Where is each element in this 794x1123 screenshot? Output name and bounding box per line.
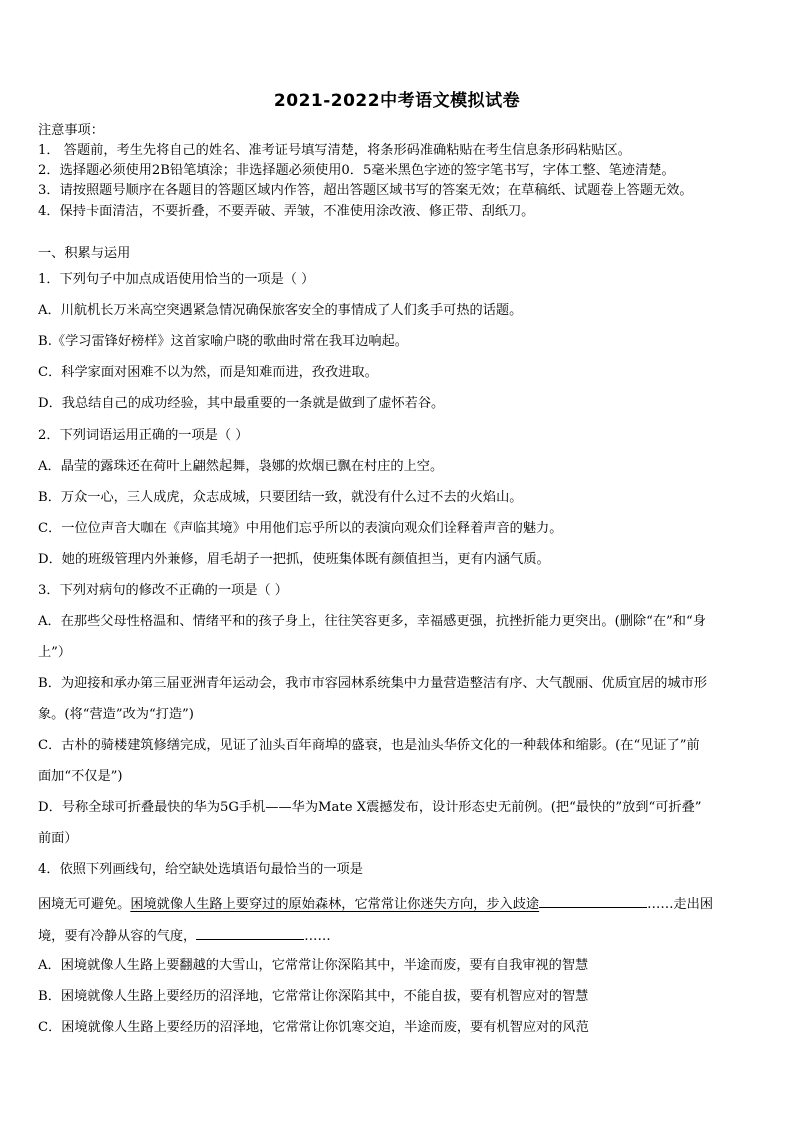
notice-item-2: 2．选择题必须使用2B铅笔填涂；非选择题必须使用0．5毫米黑色字迹的签字笔书写，字体工整、笔迹清楚。	[38, 163, 675, 178]
q4-option-c: C．困境就像人生路上要经历的沼泽地，它常常让你饥寒交迫，半途而废，要有机智应对的风范	[38, 1020, 589, 1035]
q4-blank-1	[539, 893, 647, 908]
q4-passage-line1	[38, 893, 760, 915]
q3-option-d-line2: 前面）	[38, 831, 78, 846]
notice-item-4: 4．保持卡面清洁，不要折叠，不要弄破、弄皱，不准使用涂改液、修正带、刮纸刀。	[38, 204, 535, 219]
q4-passage-line2-end: ……	[304, 929, 331, 944]
q1-stem: 1．下列句子中加点成语使用恰当的一项是（ ）	[38, 272, 315, 287]
q3-stem: 3．下列对病句的修改不正确的一项是（ ）	[38, 583, 288, 598]
q4-stem: 4．依照下列画线句，给空缺处选填语句最恰当的一项是	[38, 862, 363, 877]
q4-passage-line1-end: ……走出困	[647, 897, 714, 912]
notice-item-1: 1． 答题前，考生先将自己的姓名、准考证号填写清楚，将条形码准确粘贴在考生信息条形码粘贴区。	[38, 143, 631, 158]
q1-option-c: C．科学家面对困难不以为然，而是知难而进，孜孜进取。	[38, 365, 378, 380]
q3-option-a-line2: 上”）	[38, 645, 72, 660]
q2-option-c: C．一位位声音大咖在《声临其境》中用他们忘乎所以的表演向观众们诠释着声音的魅力。	[38, 521, 563, 536]
q3-option-a-line1: A．在那些父母性格温和、情绪平和的孩子身上，往往笑容更多，幸福感更强，抗挫折能力更突出。(删除“在”和“身	[38, 614, 706, 629]
q2-option-d: D．她的班级管理内外兼修，眉毛胡子一把抓，使班集体既有颜值担当，更有内涵气质。	[38, 552, 550, 567]
q3-option-c-line1: C．古朴的骑楼建筑修缮完成，见证了汕头百年商埠的盛衰，也是汕头华侨文化的一种载体和缩影。(在“见证了”前	[38, 738, 700, 753]
q3-option-b-line2: 象。(将“营造”改为“打造”)	[38, 707, 194, 722]
section-heading: 一、积累与运用	[38, 246, 131, 261]
q2-stem: 2．下列词语运用正确的一项是（ ）	[38, 428, 249, 443]
q3-option-c-line2: 面加“不仅是”)	[38, 769, 123, 784]
q4-passage-line2-start: 境，要有冷静从容的气度，	[38, 929, 197, 944]
q4-underlined-sentence: 困境就像人生路上要穿过的原始森林，它常常让你迷失方向，步入歧途	[130, 897, 540, 912]
q4-option-b: B．困境就像人生路上要经历的沼泽地，它常常让你深陷其中，不能自拔，要有机智应对的智慧	[38, 989, 589, 1004]
q4-option-a: A．困境就像人生路上要翻越的大雪山，它常常让你深陷其中，半途而废，要有自我审视的智慧	[38, 958, 589, 973]
q1-option-b: B.《学习雷锋好榜样》这首家喻户晓的歌曲时常在我耳边响起。	[38, 334, 408, 349]
notice-item-3: 3．请按照题号顺序在各题目的答题区域内作答，超出答题区域书写的答案无效；在草稿纸、试题卷上答题无效。	[38, 183, 693, 198]
q3-option-d-line1: D．号称全球可折叠最快的华为5G手机——华为Mate X震撼发布，设计形态史无前例。(把“最快的”放到“可折叠”	[38, 800, 702, 815]
q1-option-d: D．我总结自己的成功经验，其中最重要的一条就是做到了虚怀若谷。	[38, 396, 445, 411]
exam-title: 2021-2022中考语文模拟试卷	[273, 91, 521, 111]
q3-option-b-line1: B．为迎接和承办第三届亚洲青年运动会，我市市容园林系统集中力量营造整洁有序、大气靓丽、优质宜居的城市形	[38, 676, 708, 691]
q2-option-a: A．晶莹的露珠还在荷叶上翩然起舞，袅娜的炊烟已飘在村庄的上空。	[38, 459, 444, 474]
q4-passage-line2	[38, 925, 760, 947]
q4-blank-2	[196, 925, 304, 940]
q1-option-a: A．川航机长万米高空突遇紧急情况确保旅客安全的事情成了人们炙手可热的话题。	[38, 303, 523, 318]
q2-option-b: B．万众一心，三人成虎，众志成城，只要团结一致，就没有什么过不去的火焰山。	[38, 490, 523, 505]
notice-heading: 注意事项：	[38, 123, 104, 138]
q4-passage-intro: 困境无可避免。	[38, 897, 131, 912]
